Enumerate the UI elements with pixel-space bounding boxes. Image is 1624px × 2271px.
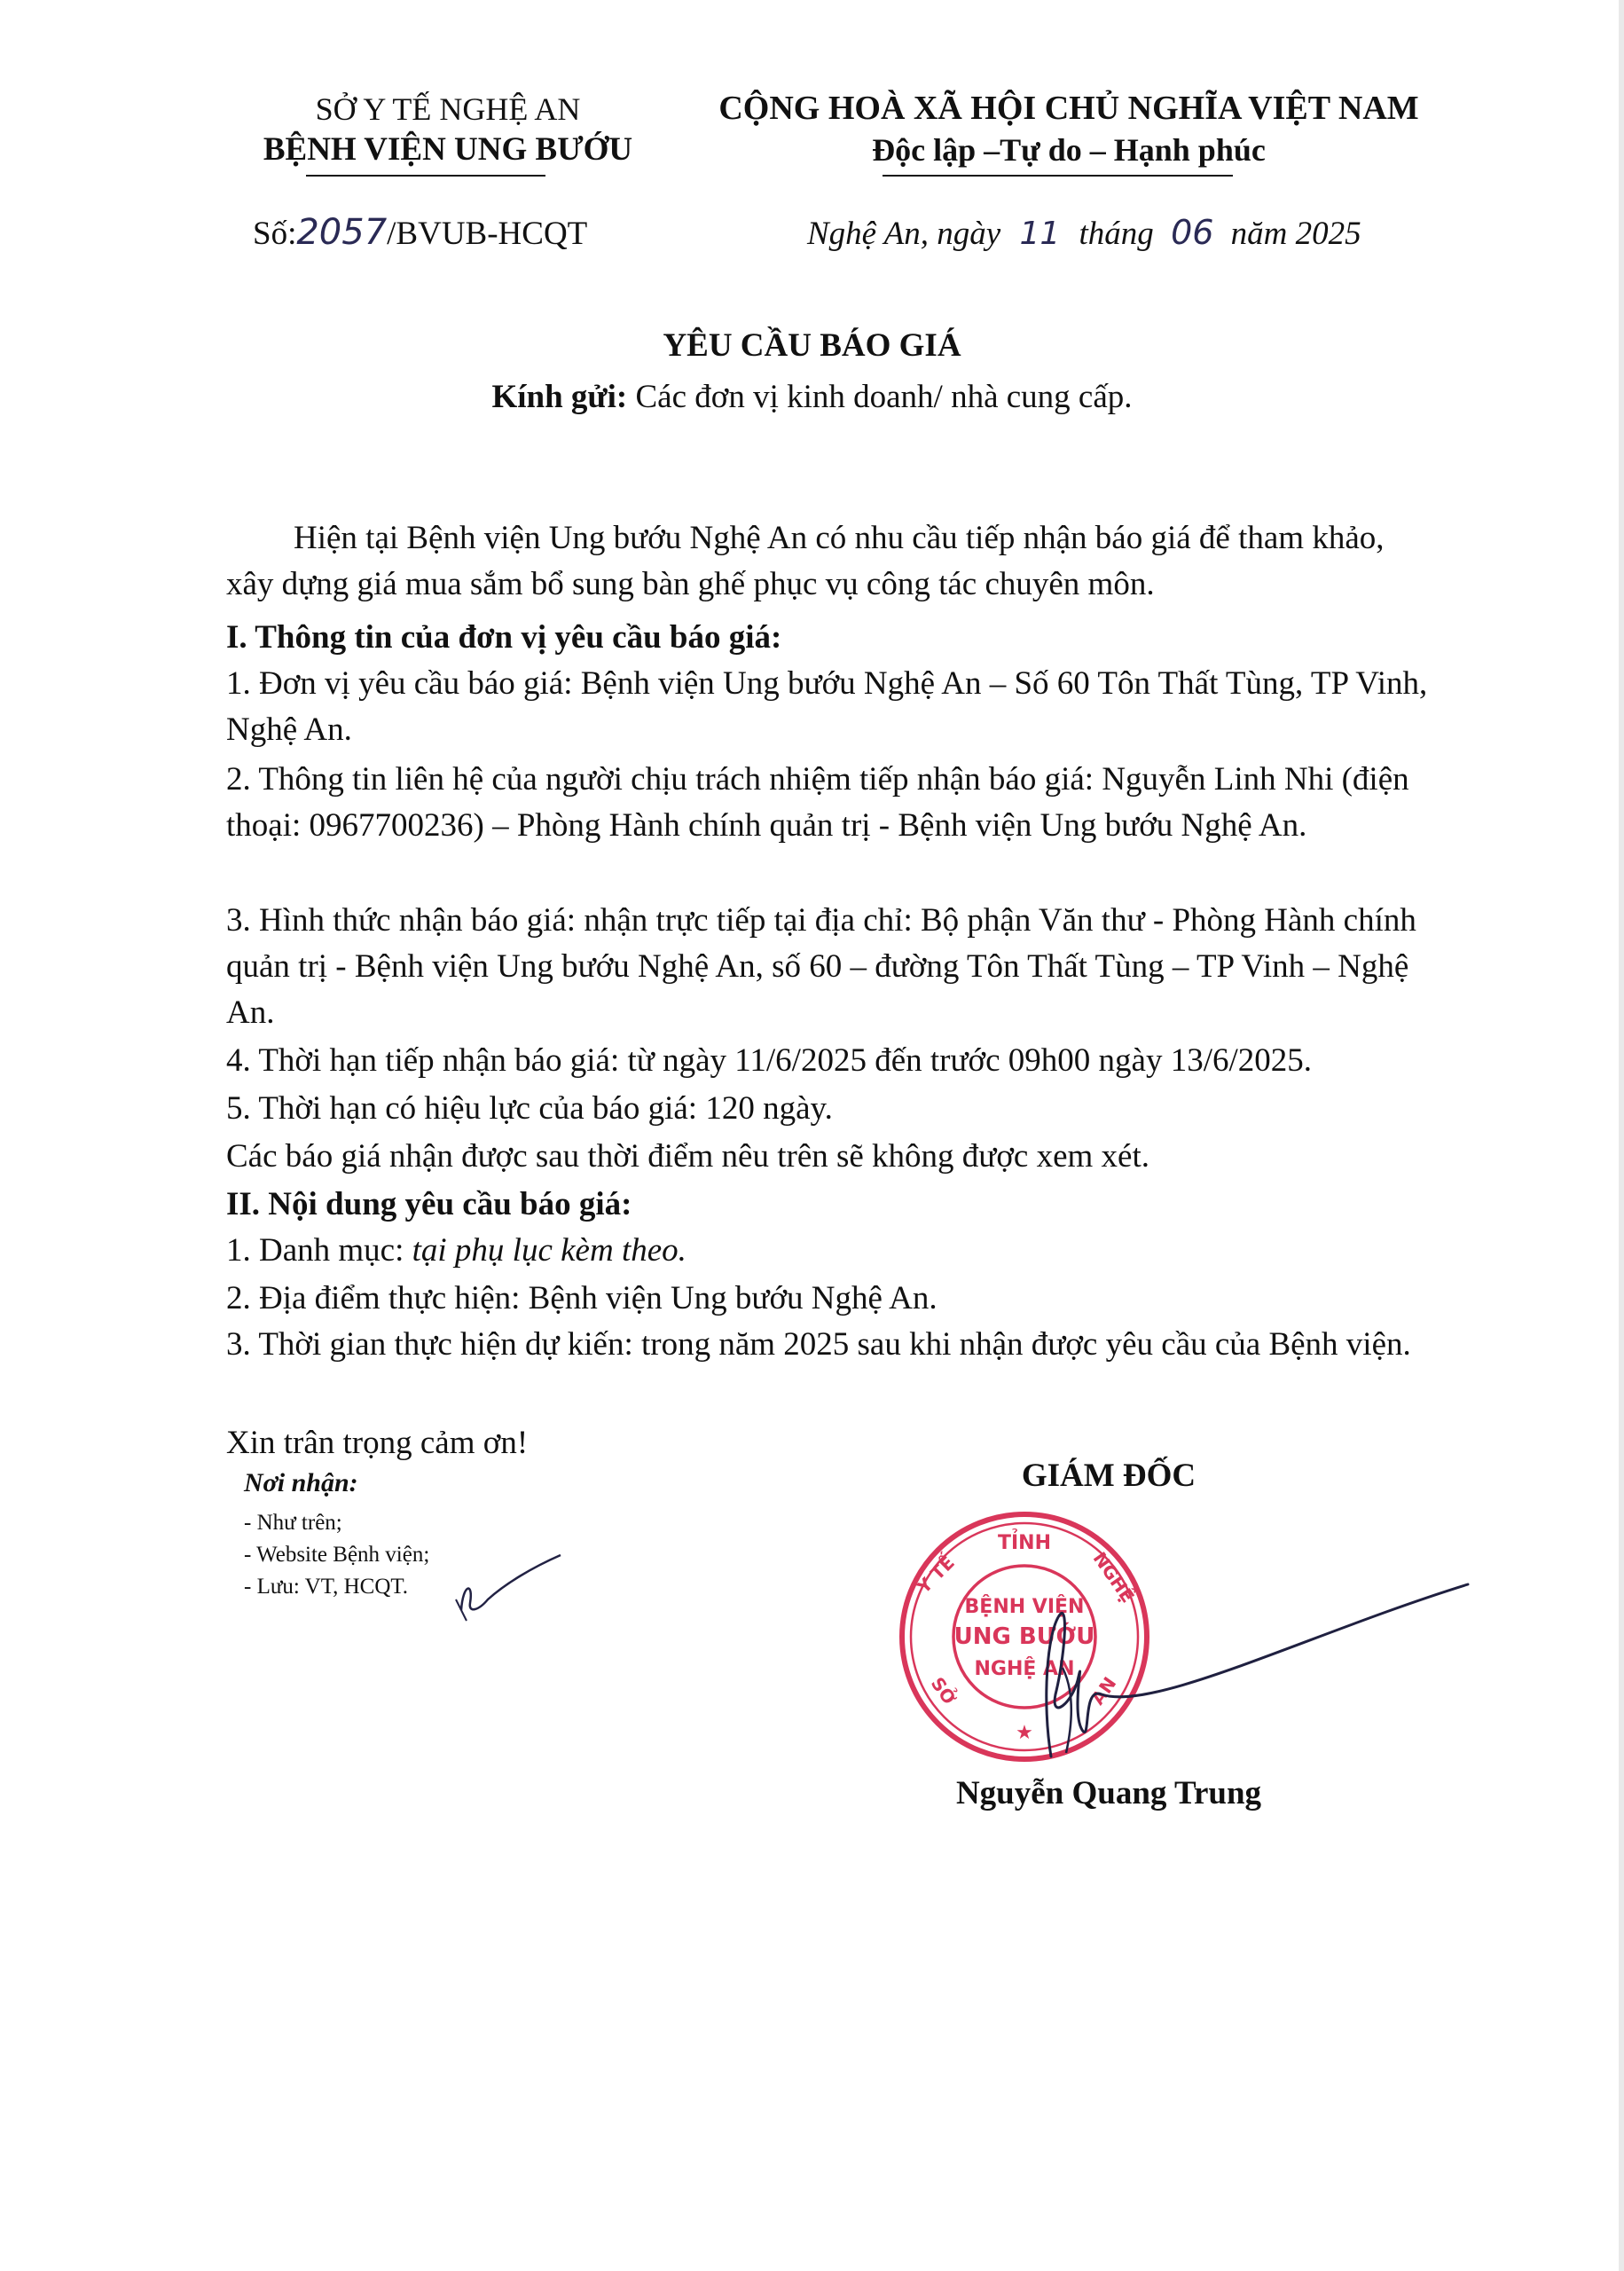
recipient-item-1: - Như trên; xyxy=(244,1511,342,1535)
recipients-heading: Nơi nhận: xyxy=(244,1468,358,1497)
section2-heading: II. Nội dung yêu cầu báo giá: xyxy=(226,1186,632,1222)
seal-star: ★ xyxy=(1016,1722,1033,1744)
issuer-department: SỞ Y TẾ NGHỆ AN xyxy=(315,91,581,127)
section2-item-2: 2. Địa điểm thực hiện: Bệnh viện Ung bướu Nghệ An. xyxy=(226,1280,938,1316)
section1-item-2: 2. Thông tin liên hệ của người chịu trách nhiệm tiếp nhận báo giá: Nguyễn Linh Nhi (điện thoại: 0967700236) – Phòng Hành chính quản trị - Bệnh viện Ung bướu Nghệ An. xyxy=(226,761,1409,844)
recipient-text: Các đơn vị kinh doanh/ nhà cung cấp. xyxy=(635,379,1133,415)
doc-number-suffix: /BVUB-HCQT xyxy=(387,216,588,252)
section2-item-1 xyxy=(226,1228,1432,1274)
seal-ring-top: TỈNH xyxy=(997,1532,1052,1554)
doc-number-handwritten: 2057 xyxy=(296,212,388,253)
motto-underline xyxy=(883,175,1233,177)
seal-ring-left: Y TẾ xyxy=(913,1552,959,1598)
seal-center-line-1: BỆNH VIỆN xyxy=(964,1596,1085,1618)
doc-number-prefix: Số: xyxy=(253,216,297,252)
section1-item-3: 3. Hình thức nhận báo giá: nhận trực tiếp tại địa chỉ: Bộ phận Văn thư - Phòng Hành chính quản trị - Bệnh viện Ung bướu Nghệ An, số 60 – đường Tôn Thất Tùng – TP Vinh – Nghệ An. xyxy=(226,902,1416,1031)
section1-item-1: 1. Đơn vị yêu cầu báo giá: Bệnh viện Ung bướu Nghệ An – Số 60 Tôn Thất Tùng, TP Vinh, Nghệ An. xyxy=(226,665,1428,748)
director-signature xyxy=(1020,1579,1481,1774)
country-name: CỘNG HOÀ XÃ HỘI CHỦ NGHĨA VIỆT NAM xyxy=(718,90,1419,127)
closing-thanks: Xin trân trọng cảm ơn! xyxy=(226,1425,529,1461)
section1-note: Các báo giá nhận được sau thời điểm nêu trên sẽ không được xem xét. xyxy=(226,1138,1150,1175)
document-number xyxy=(253,211,587,255)
seal-center-line-3: NGHỆ AN xyxy=(974,1658,1075,1680)
recipient-item-3: - Lưu: VT, HCQT. xyxy=(244,1575,409,1599)
date-place: Nghệ An, ngày xyxy=(807,216,1001,252)
date-month-handwritten: 06 xyxy=(1171,213,1214,252)
signer-name: Nguyễn Quang Trung xyxy=(955,1775,1262,1811)
issuer-hospital: BỆNH VIỆN UNG BƯỚU xyxy=(263,131,633,168)
recipient-label: Kính gửi: xyxy=(491,379,628,415)
issuer-underline xyxy=(306,175,545,177)
seal-ring-lower-left: SỞ xyxy=(926,1673,961,1709)
initials-mark xyxy=(443,1548,568,1628)
date-month-label: tháng xyxy=(1079,216,1154,252)
place-date xyxy=(807,211,1361,255)
national-motto-block xyxy=(670,87,1468,170)
section2-item-3: 3. Thời gian thực hiện dự kiến: trong năm 2025 sau khi nhận được yêu cầu của Bệnh viện. xyxy=(226,1326,1411,1363)
date-year: năm 2025 xyxy=(1230,216,1361,252)
section2-item-1-italic: tại phụ lục kèm theo. xyxy=(412,1232,686,1269)
section1-item-4: 4. Thời hạn tiếp nhận báo giá: từ ngày 11/6/2025 đến trước 09h00 ngày 13/6/2025. xyxy=(226,1042,1312,1079)
issuer-block xyxy=(177,89,718,170)
recipient-line xyxy=(0,376,1624,419)
seal-center-line-2: UNG BƯỚU xyxy=(953,1623,1095,1650)
national-motto: Độc lập –Tự do – Hạnh phúc xyxy=(872,132,1266,168)
section2-item-1-prefix: 1. Danh mục: xyxy=(226,1232,412,1269)
seal-ring-right: NGHỆ xyxy=(1088,1548,1139,1607)
section1-heading: I. Thông tin của đơn vị yêu cầu báo giá: xyxy=(226,619,782,656)
document-title: YÊU CẦU BÁO GIÁ xyxy=(663,327,961,364)
recipient-item-2: - Website Bệnh viện; xyxy=(244,1543,430,1567)
section1-item-5: 5. Thời hạn có hiệu lực của báo giá: 120 ngày. xyxy=(226,1090,833,1127)
seal-ring-lower-right: AN xyxy=(1087,1672,1121,1709)
signer-role: GIÁM ĐỐC xyxy=(1021,1458,1196,1494)
date-day-handwritten: 11 xyxy=(1019,216,1061,252)
intro-paragraph: Hiện tại Bệnh viện Ung bướu Nghệ An có nhu cầu tiếp nhận báo giá để tham khảo, xây dựng giá mua sắm bổ sung bàn ghế phục vụ công tác chuyên môn. xyxy=(226,520,1385,602)
